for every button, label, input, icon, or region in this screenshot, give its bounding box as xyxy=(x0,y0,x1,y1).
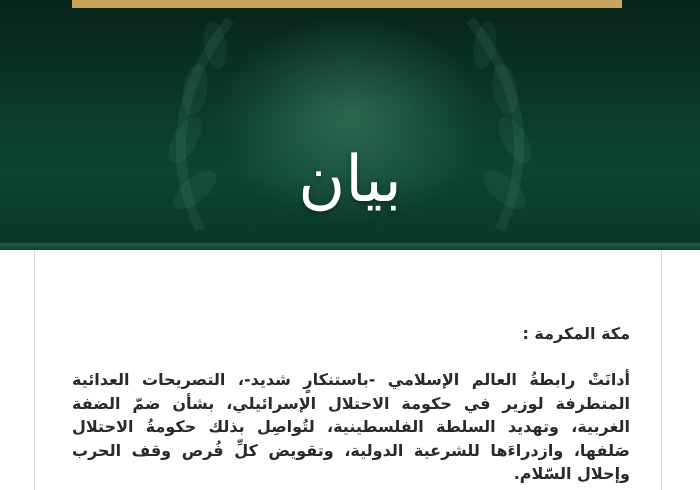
page-title: بيان xyxy=(298,143,402,217)
gold-top-bar xyxy=(72,0,622,8)
statement-body: أدانَتْ رابطةُ العالم الإسلامي -باستنكارٍ شديد-، التصريحات العدائية المتطرفة لوزير في حكومة الاحتلال الإسرائيلي، بشأن ضمّ الضفة الغربية، وتهديد السلطة الفلسطينية، لتُواصِل بذلك حكومةُ الاحتلال صَلفها، وازدراءَها للشرعية الدولية، وتقويض كلِّ فُرص وقف الحرب وإحلال السّلام. xyxy=(72,370,630,483)
header-divider xyxy=(0,243,700,250)
dateline-place: مكة المكرمة : xyxy=(522,324,630,343)
